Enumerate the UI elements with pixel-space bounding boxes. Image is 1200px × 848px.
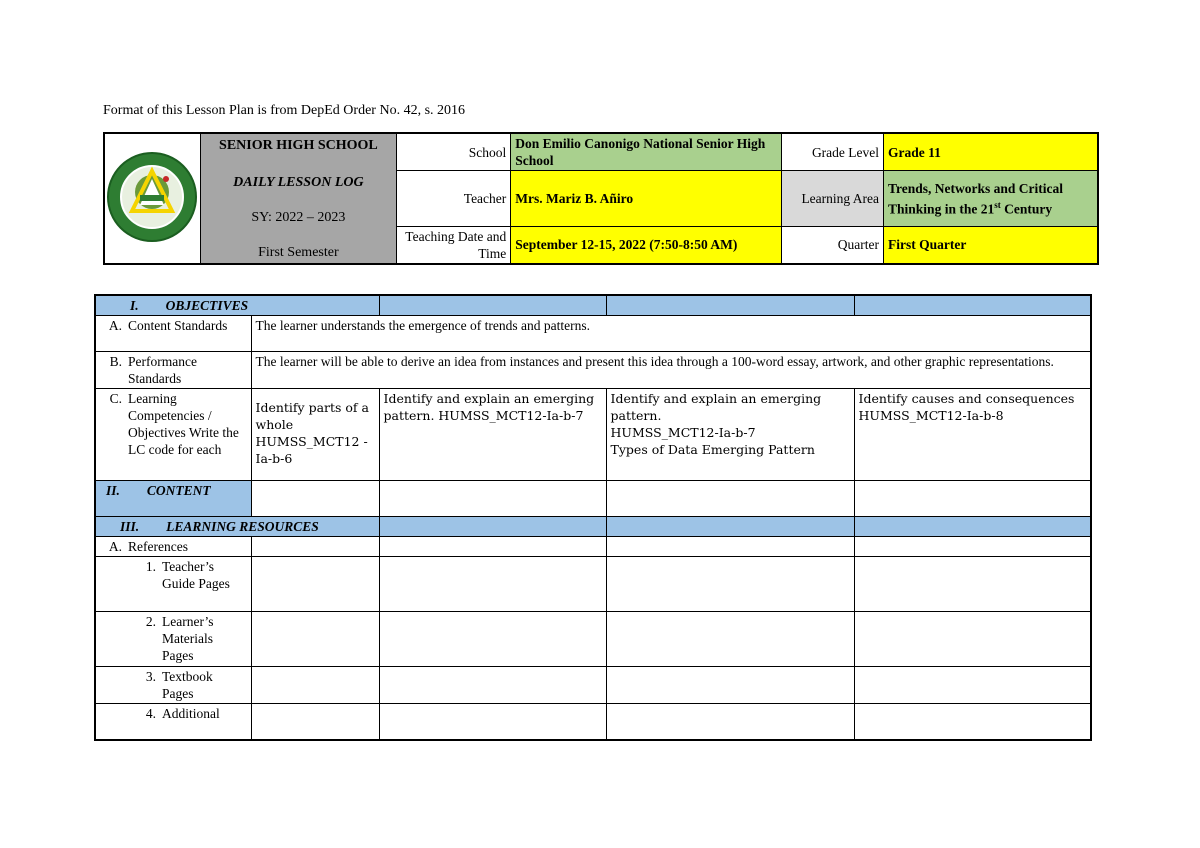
- daily-lesson-log: DAILY LESSON LOG: [233, 175, 364, 190]
- learning-area-text: Trends, Networks and Critical Thinking in the 21: [888, 180, 1064, 217]
- learning-resources-heading: [95, 517, 379, 537]
- semester: First Semester: [258, 245, 339, 260]
- objectives-text: I. OBJECTIVES: [130, 298, 249, 313]
- shs-title-cell: [200, 133, 396, 264]
- learning-competencies-label: [95, 389, 251, 481]
- performance-standards-label: [95, 352, 251, 389]
- row-number: 2.: [145, 614, 156, 629]
- content-standards-label: [95, 316, 251, 352]
- format-note: Format of this Lesson Plan is from DepEd Order No. 42, s. 2016: [103, 103, 466, 118]
- lc-day-2: Identify and explain an emerging pattern. HUMSS_MCT12-Ia-b-7: [379, 389, 606, 481]
- row-label: Learning Competencies / Objectives Write the LC code for each: [128, 391, 239, 457]
- row-label: Learner’s Materials Pages: [162, 614, 214, 663]
- school-year: SY: 2022 – 2023: [251, 210, 346, 225]
- lc-day-1: Identify parts of a whole HUMSS_MCT12 -Ia-b-6: [251, 389, 379, 481]
- teaching-date-label: Teaching Date and Time: [397, 226, 511, 264]
- row-label: Performance Standards: [128, 354, 197, 386]
- content-standards-text: The learner understands the emergence of trends and patterns.: [251, 316, 1091, 352]
- objectives-heading: [95, 295, 379, 316]
- learning-area-sup: st: [994, 199, 1001, 210]
- grade-level-value: Grade 11: [884, 133, 1098, 171]
- header-table: [103, 132, 1099, 265]
- references-label: [95, 537, 251, 557]
- teaching-date-value: September 12-15, 2022 (7:50-8:50 AM): [511, 226, 782, 264]
- learning-area-end: Century: [1000, 201, 1053, 217]
- row-label: Teacher’s Guide Pages: [162, 559, 230, 591]
- school-logo-cell: [104, 133, 200, 264]
- content-text: II. CONTENT: [106, 483, 211, 498]
- teacher-value: Mrs. Mariz B. Añiro: [511, 171, 782, 226]
- additional-label: [95, 704, 251, 740]
- textbook-label: [95, 667, 251, 704]
- lc-day-4-code: HUMSS_MCT12-Ia-b-8: [858, 408, 1004, 423]
- lc-day-4: [854, 389, 1091, 481]
- lc-day-3-code: HUMSS_MCT12-Ia-b-7: [610, 425, 756, 440]
- row-label: Additional: [162, 706, 220, 721]
- lc-day-3: [606, 389, 854, 481]
- lc-day-3-topic: Types of Data Emerging Pattern: [610, 442, 815, 457]
- grade-level-label: Grade Level: [781, 133, 883, 171]
- lc-day-3-line: Identify and explain an emerging pattern.: [610, 391, 822, 423]
- lc-day-4-line: Identify causes and consequences: [858, 391, 1075, 406]
- row-label: Textbook Pages: [162, 669, 213, 701]
- row-number: 3.: [145, 669, 156, 684]
- performance-standards-text: The learner will be able to derive an idea from instances and present this idea through a 100-word essay, artwork, and other graphic representations.: [251, 352, 1091, 389]
- shs-title: SENIOR HIGH SCHOOL: [219, 138, 378, 153]
- teacher-label: Teacher: [397, 171, 511, 226]
- school-value: Don Emilio Canonigo National Senior High School: [511, 133, 782, 171]
- teachers-guide-label: [95, 557, 251, 612]
- lesson-log-table: [94, 294, 1092, 741]
- row-number: B.: [109, 354, 122, 369]
- row-number: C.: [109, 391, 122, 406]
- resources-text: III. LEARNING RESOURCES: [120, 519, 319, 534]
- row-label: Content Standards: [128, 318, 228, 333]
- learners-materials-label: [95, 612, 251, 667]
- quarter-value: First Quarter: [884, 226, 1098, 264]
- row-number: A.: [108, 318, 122, 333]
- school-label: School: [397, 133, 511, 171]
- row-number: 4.: [145, 706, 156, 721]
- row-number: A.: [108, 539, 122, 554]
- row-label: References: [128, 539, 188, 554]
- content-heading: [95, 481, 251, 517]
- learning-area-value: [884, 171, 1098, 226]
- row-number: 1.: [145, 559, 156, 574]
- quarter-label: Quarter: [781, 226, 883, 264]
- division-seal-logo: [106, 135, 198, 259]
- learning-area-label: Learning Area: [781, 171, 883, 226]
